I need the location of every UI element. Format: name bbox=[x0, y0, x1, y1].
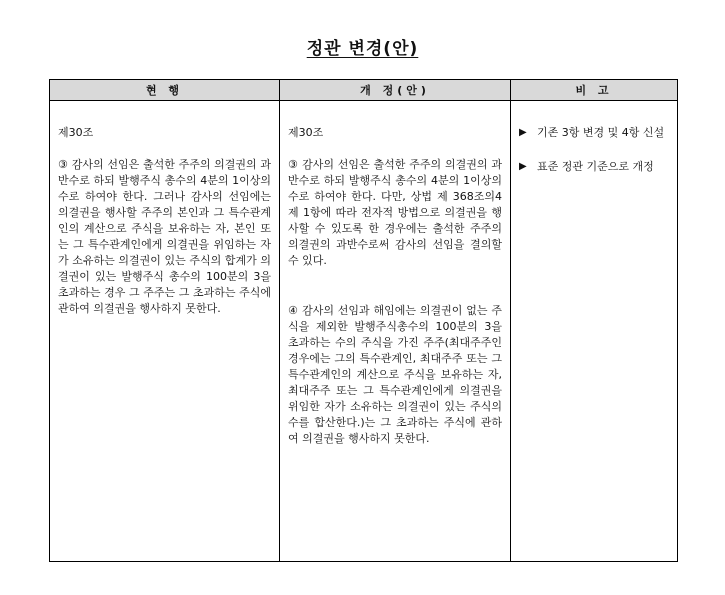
revised-cell bbox=[280, 101, 511, 562]
current-cell bbox=[50, 101, 280, 562]
triangle-bullet-icon: ▶ bbox=[519, 161, 527, 172]
table-header-row bbox=[50, 80, 678, 101]
remark-text: 기존 3항 변경 및 4항 신설 bbox=[537, 126, 665, 139]
revised-paragraph-4: ④ 감사의 선임과 해임에는 의결권이 없는 주식을 제외한 발행주식총수의 100분의 3을 초과하는 수의 주식을 가진 주주(최대주주인 경우에는 그의 특수관계인, 최대주주 또는 그 특수관계인의 계산으로 주식을 보유하는 자, 최대주주 또는 그 특수관계인에게 의결권을 위임한 자가 소유하는 의결권이 있는 주식의 수를 합산한다.)는 그 초과하는 주식에 관하여 의결권을 행사하지 못한다. bbox=[288, 304, 502, 445]
current-article: 제30조 bbox=[58, 126, 94, 139]
remarks-cell bbox=[511, 101, 678, 562]
header-remarks: 비 고 bbox=[511, 80, 678, 101]
current-paragraph-3: ③ 감사의 선임은 출석한 주주의 의결권의 과반수로 하되 발행주식 총수의 4분의 1이상의 수로 하여야 한다. 그러나 감사의 선임에는 의결권을 행사할 주주의 본인과 그 특수관계인의 계산으로 주식을 보유하는 자, 본인 또는 그 특수관계인에게 의결권을 위임하는 자가 소유하는 의결권이 있는 주식의 합계가 의결권이 있는 발행주식 총수의 100분의 3을 초과하는 경우 그 주주는 그 초과하는 주식에 관하여 의결권을 행사하지 못한다. bbox=[58, 158, 271, 315]
table-row bbox=[50, 101, 678, 562]
remark-text: 표준 정관 기준으로 개정 bbox=[537, 160, 654, 173]
header-current: 현 행 bbox=[50, 80, 280, 101]
remark-item bbox=[519, 125, 669, 141]
amendment-table bbox=[49, 79, 678, 562]
revised-paragraph-3: ③ 감사의 선임은 출석한 주주의 의결권의 과반수로 하되 발행주식 총수의 4분의 1이상의 수로 하여야 한다. 다만, 상법 제 368조의4 제 1항에 따라 전자적 방법으로 의결권을 행사할 수 있도록 한 경우에는 출석한 주주의 의결권의 과반수로써 감사의 선임을 결의할 수 있다. bbox=[288, 158, 502, 267]
remark-item bbox=[519, 159, 669, 175]
header-revised: 개 정(안) bbox=[280, 80, 511, 101]
page-title: 정관 변경(안) bbox=[306, 39, 419, 59]
triangle-bullet-icon: ▶ bbox=[519, 127, 527, 138]
revised-article: 제30조 bbox=[288, 126, 324, 139]
